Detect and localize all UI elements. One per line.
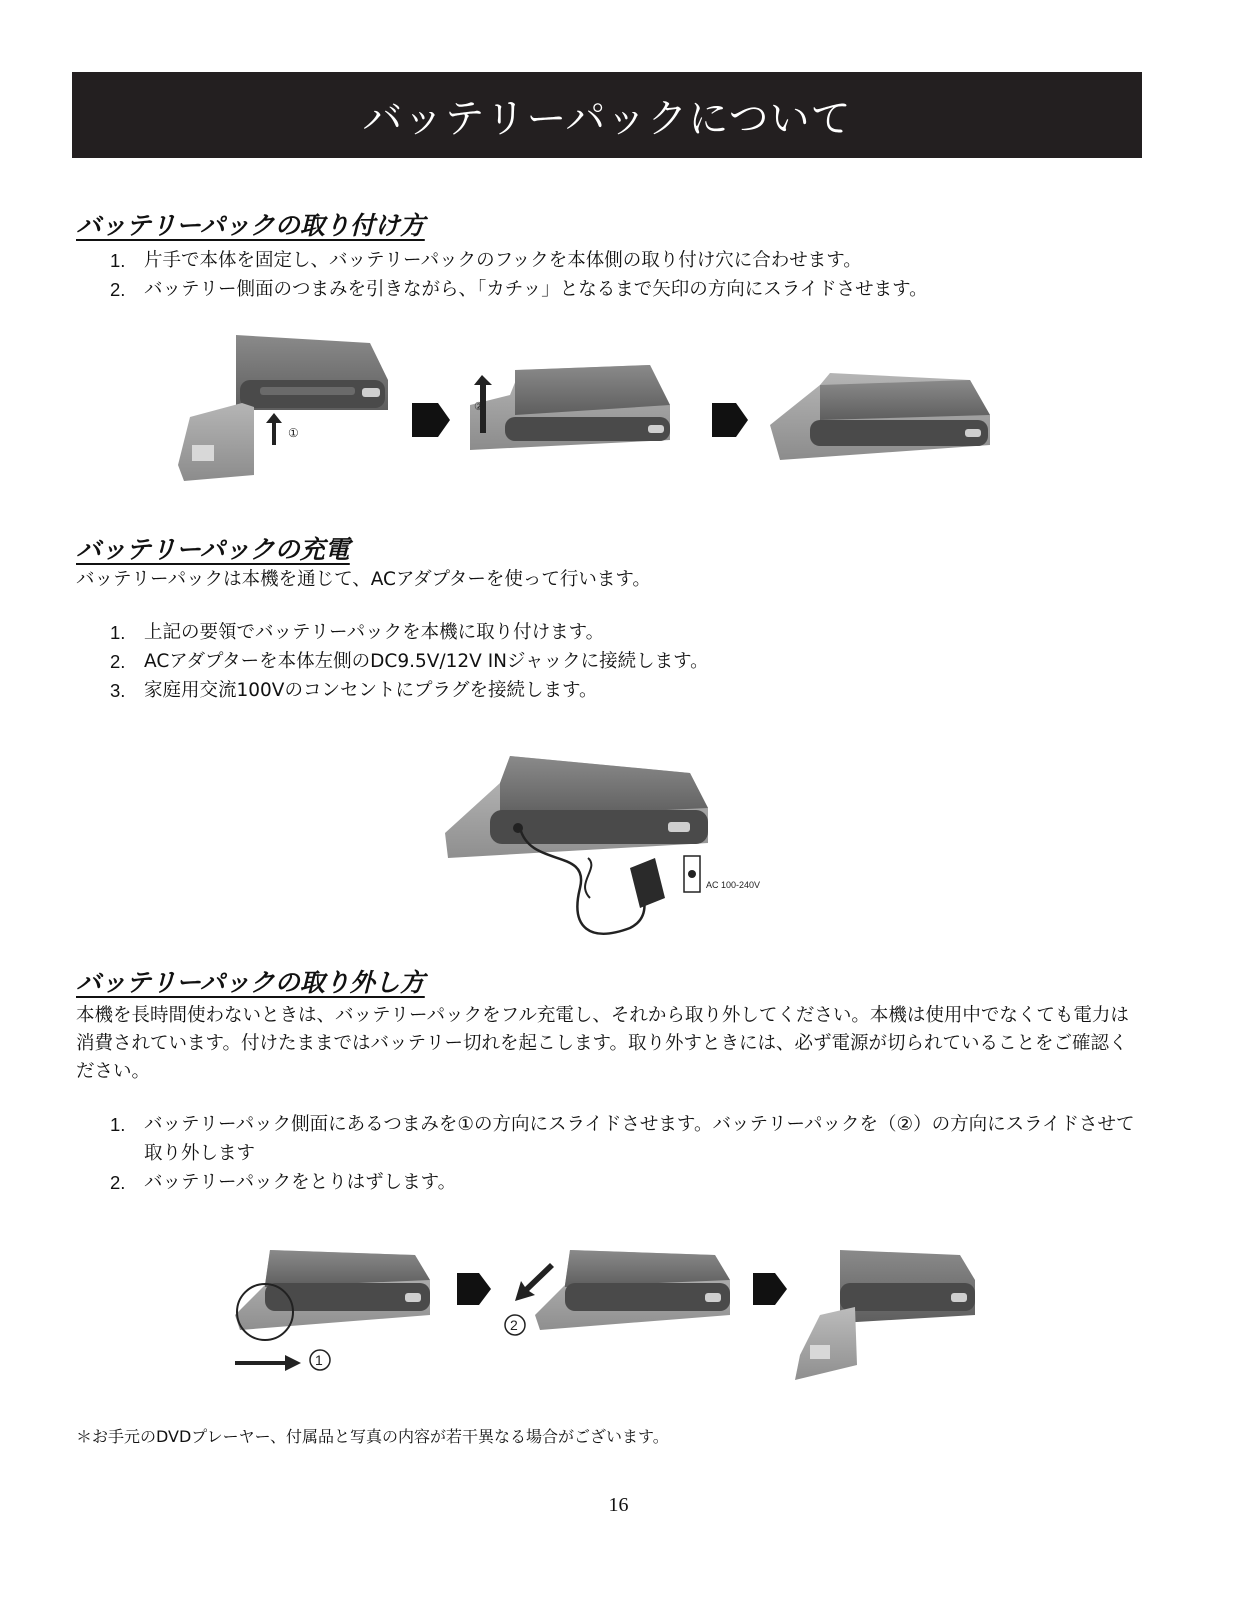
install-heading: バッテリーパックの取り付け方 [76,211,425,240]
remove-steps [110,1110,1140,1197]
player-detached-image [236,335,388,410]
outlet-label: AC 100-240V [706,880,761,890]
player-detached-image [840,1250,975,1323]
page-title-bar [72,72,1142,158]
ac-adapter-image [630,858,665,908]
removal-illustration [225,1245,985,1395]
arrow-right-icon [235,1355,301,1371]
step-label-2: ② [474,401,484,413]
remove-heading: バッテリーパックの取り外し方 [76,968,425,997]
arrow-down-left-icon [515,1263,554,1301]
next-arrow-icon [412,403,450,437]
install-illustration [170,325,1000,495]
footnote: ＊お手元のDVDプレーヤー、付属品と写真の内容が若干異なる場合がございます。 [76,1427,669,1446]
install-steps [110,246,928,304]
next-arrow-icon [753,1273,787,1305]
list-item: 1. 上記の要領でバッテリーパックを本機に取り付けます。 [110,622,605,643]
arrow-up-icon [266,413,282,445]
step-label-1: ① [288,426,299,440]
list-item: 2. ACアダプターを本体左側のDC9.5V/12V INジャックに接続します。 [110,651,709,672]
step-label-2: 2 [510,1317,518,1333]
page-number: 16 [608,1494,629,1516]
player-attaching-image [470,365,670,450]
battery-pack-image [795,1307,857,1380]
list-item: 1. バッテリーパック側面にあるつまみを①の方向にスライドさせます。バッテリーパックを（②）の方向にスライドさせて取り外します [110,1114,1135,1164]
next-arrow-icon [457,1273,491,1305]
next-arrow-icon [712,403,748,437]
player-attached-image [235,1250,430,1340]
player-with-battery-image [445,756,708,858]
list-item: 2. バッテリーパックをとりはずします。 [110,1172,457,1193]
player-removing-image [535,1250,730,1330]
list-item: 2. バッテリー側面のつまみを引きながら、「カチッ」となるまで矢印の方向にスライドさせます。 [110,279,928,300]
remove-intro: 本機を長時間使わないときは、バッテリーパックをフル充電し、それから取り外してください。本機は使用中でなくても電力は消費されています。付けたままではバッテリー切れを起こします。取り外すときには、必ず電源が切られていることをご確認ください。 [76,1005,1129,1082]
page-title: バッテリーパックについて [362,95,852,142]
charge-heading: バッテリーパックの充電 [76,535,350,564]
charging-illustration [440,748,780,953]
list-item: 1. 片手で本体を固定し、バッテリーパックのフックを本体側の取り付け穴に合わせます。 [110,250,862,271]
player-attached-image [770,373,990,460]
battery-pack-image [178,403,254,481]
step-label-1: 1 [315,1352,323,1368]
outlet-icon [684,856,700,892]
list-item: 3. 家庭用交流100Vのコンセントにプラグを接続します。 [110,680,598,701]
charge-steps [110,618,709,705]
charge-intro: バッテリーパックは本機を通じて、ACアダプターを使って行います。 [76,569,651,590]
